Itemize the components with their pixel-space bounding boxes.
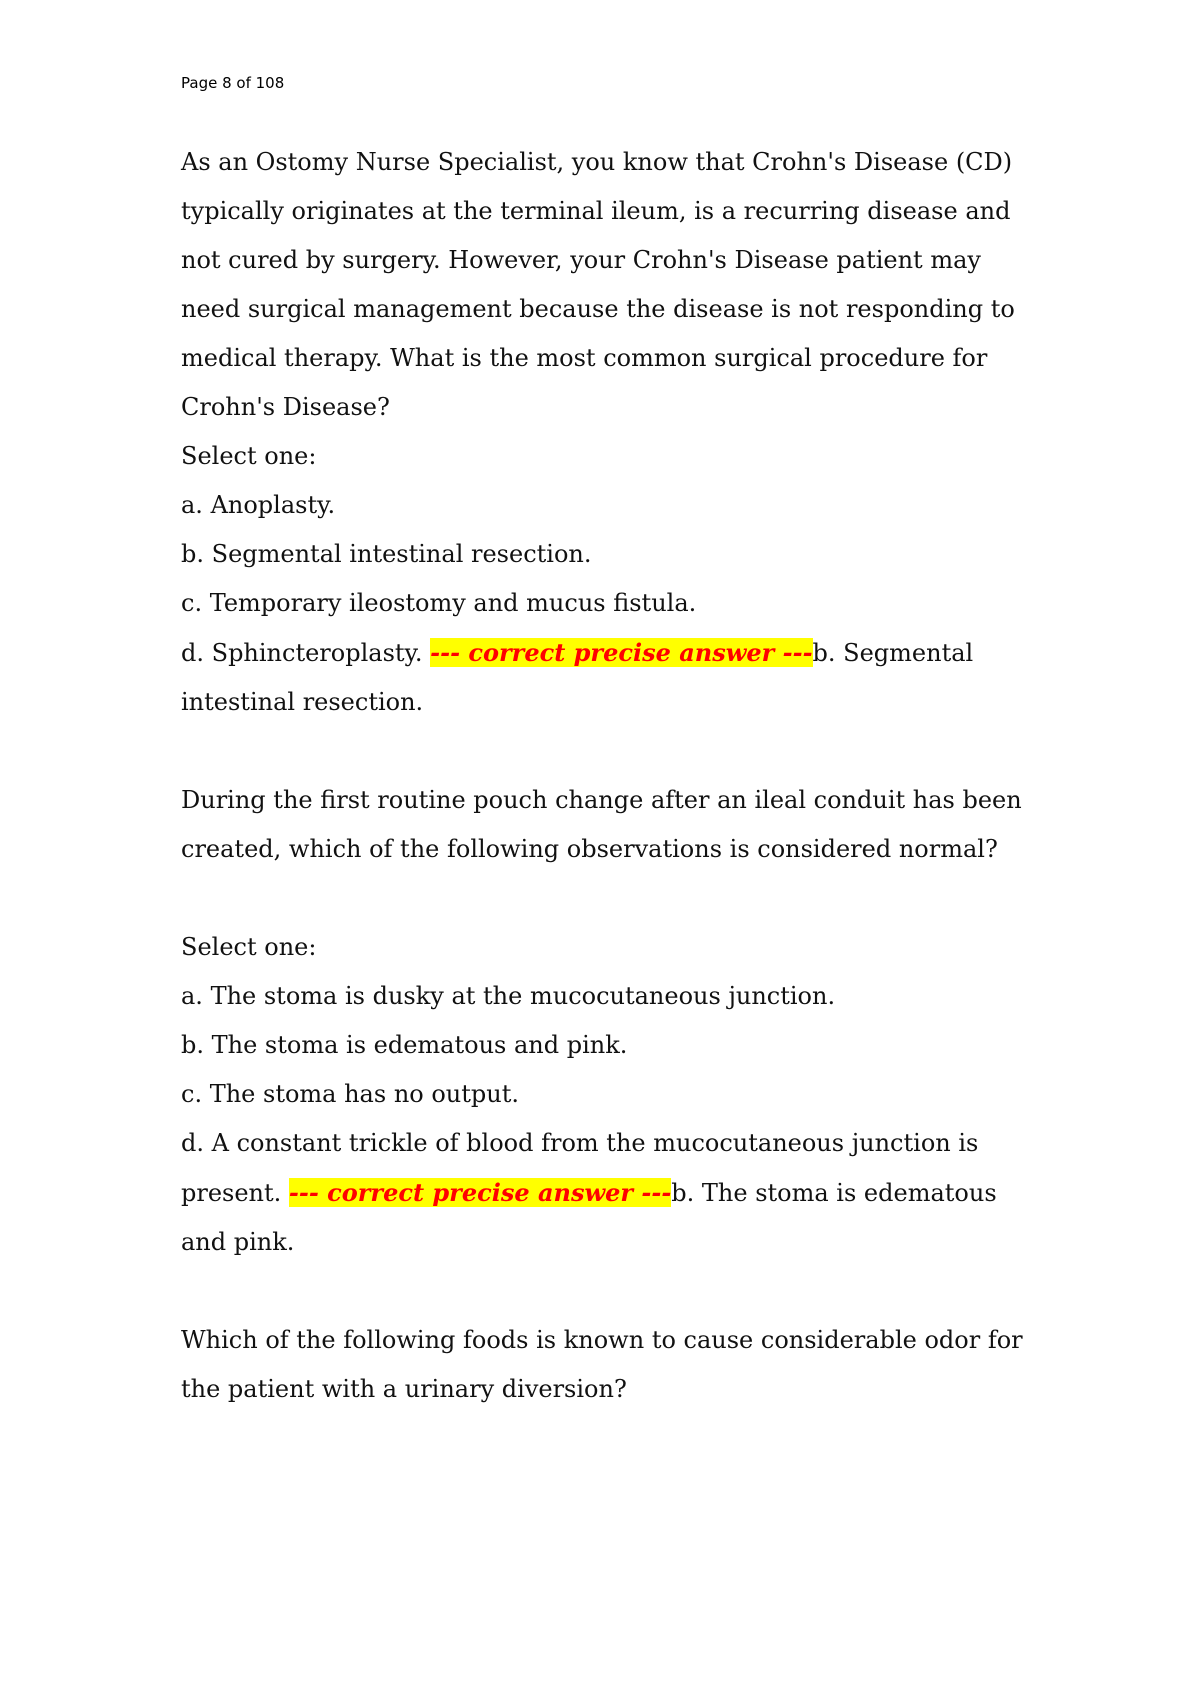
question-1 bbox=[181, 138, 1041, 727]
question-1-option-d-with-answer bbox=[181, 628, 1041, 727]
question-1-answer-marker: --- correct precise answer --- bbox=[430, 638, 813, 667]
question-2-answer-text: b. The stoma is edematous and pink. bbox=[181, 1179, 997, 1256]
question-2-option-d-with-answer bbox=[181, 1119, 1041, 1267]
question-2-option-b: b. The stoma is edematous and pink. bbox=[181, 1031, 628, 1059]
question-2 bbox=[181, 776, 1041, 1267]
question-3-stem: Which of the following foods is known to cause considerable odor for the patient with a urinary diversion? bbox=[181, 1326, 1023, 1403]
question-1-stem: As an Ostomy Nurse Specialist, you know that Crohn's Disease (CD) typically originates at the terminal ileum, is a recurring disease and not cured by surgery. However, your Crohn's Disease patient may need surgical management because the disease is not responding to medical therapy. What is the most common surgical procedure for Crohn's Disease? bbox=[181, 148, 1015, 421]
question-1-answer-text: b. Segmental intestinal resection. bbox=[181, 639, 974, 716]
page-number: Page 8 of 108 bbox=[181, 74, 285, 92]
question-1-option-b: b. Segmental intestinal resection. bbox=[181, 540, 592, 568]
question-1-option-d: d. Sphincteroplasty. bbox=[181, 639, 431, 667]
question-2-option-d: d. A constant trickle of blood from the mucocutaneous junction is present. bbox=[181, 1129, 979, 1207]
paragraph-gap bbox=[181, 727, 1041, 776]
question-2-option-c: c. The stoma has no output. bbox=[181, 1080, 519, 1108]
question-2-select-label: Select one: bbox=[181, 933, 317, 961]
paragraph-gap bbox=[181, 1267, 1041, 1316]
question-3 bbox=[181, 1316, 1041, 1414]
question-1-option-a: a. Anoplasty. bbox=[181, 491, 336, 519]
document-content bbox=[181, 138, 1041, 1414]
question-2-stem: During the first routine pouch change after an ileal conduit has been created, which of the following observations is considered normal? bbox=[181, 786, 1022, 863]
question-1-option-c: c. Temporary ileostomy and mucus fistula. bbox=[181, 589, 697, 617]
question-1-select-label: Select one: bbox=[181, 442, 317, 470]
paragraph-gap bbox=[181, 874, 1041, 923]
question-2-option-a: a. The stoma is dusky at the mucocutaneous junction. bbox=[181, 982, 836, 1010]
question-2-answer-marker: --- correct precise answer --- bbox=[288, 1178, 672, 1207]
